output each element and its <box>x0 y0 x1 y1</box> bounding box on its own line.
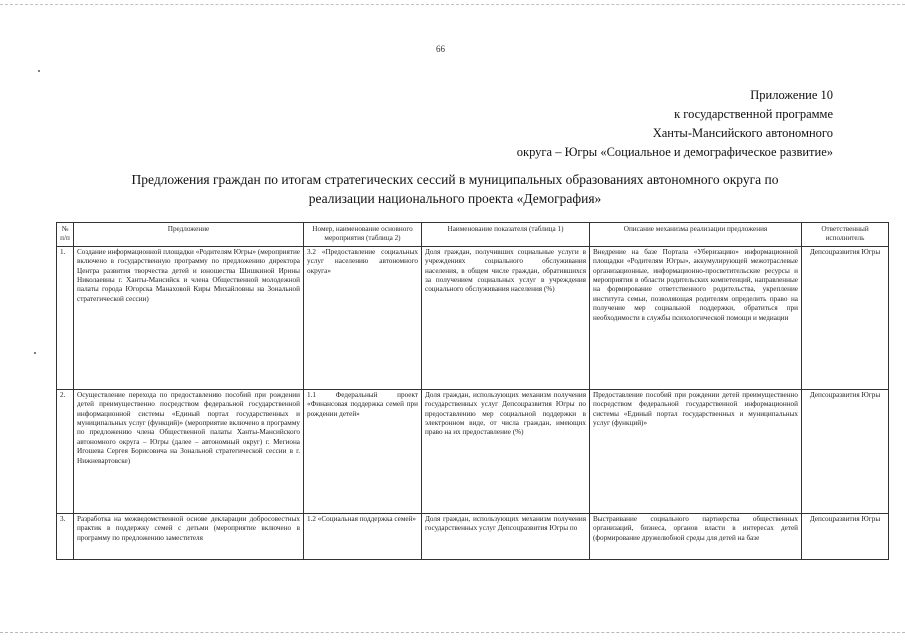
appendix-line: округа – Югры «Социальное и демографическое развитие» <box>516 145 833 159</box>
row-indicator: Доля граждан, получивших социальные услуги в учреждениях социального обслуживания населения, в общем числе граждан, обратившихся за получением социальных услуг в учреждения социального обслуживания населения (%) <box>422 246 590 389</box>
header-mechanism: Описание механизма реализации предложения <box>590 223 802 247</box>
row-event: 1.1 Федеральный проект «Финансовая поддержка семей при рождении детей» <box>304 389 422 513</box>
row-event: 1.2 «Социальная поддержка семей» <box>304 513 422 559</box>
document-title-line: реализации национального проекта «Демография» <box>308 191 602 206</box>
appendix-line: Приложение 10 <box>750 88 833 102</box>
row-event: 3.2 «Предоставление социальных услуг населению автономного округа» <box>304 246 422 389</box>
table-row <box>57 246 889 389</box>
table-header-row <box>57 223 889 247</box>
header-event: Номер, наименование основного мероприятия (таблица 2) <box>304 223 422 247</box>
row-num: 2. <box>57 389 74 513</box>
table-row <box>57 513 889 559</box>
row-num: 3. <box>57 513 74 559</box>
row-proposal: Разработка на межведомственной основе декларации добросовестных практик в поддержку семей с детьми (мероприятие включено в программу по предложению заместителя <box>74 513 304 559</box>
table-row <box>57 389 889 513</box>
page-number: 66 <box>436 44 445 54</box>
row-executor: Депсоцразвития Югры <box>802 246 889 389</box>
appendix-line: Ханты-Мансийского автономного <box>652 126 833 140</box>
row-executor: Депсоцразвития Югры <box>802 513 889 559</box>
header-executor: Ответственный исполнитель <box>802 223 889 247</box>
header-indicator: Наименование показателя (таблица 1) <box>422 223 590 247</box>
document-title-line: Предложения граждан по итогам стратегических сессий в муниципальных образованиях автономного округа по <box>131 172 779 187</box>
row-mechanism: Выстраивание социального партнерства общественных организаций, бизнеса, органов власти в интересах детей (формирование дружелюбной среды для детей на базе <box>590 513 802 559</box>
appendix-heading <box>517 86 833 162</box>
row-mechanism: Внедрение на базе Портала «Уберизацию» информационной площадки «Родителям Югры», аккумулирующей межотраслевые организационные, информационно-просветительские ресурсы и мероприятия в области родительских компетенций, направленные на формирование ответственного родительства, укрепление института семьи, позволяющая родителям определить право на получение мер социальной поддержки, обратиться при необходимости в службы психологической помощи и медиации <box>590 246 802 389</box>
table-viewport <box>56 222 890 566</box>
row-proposal: Осуществление перехода по предоставлению пособий при рождении детей преимущественно посредством федеральной государственной информационной системы «Единый портал государственных и муниципальных услуг (функций)» (мероприятие включено в программу по предложению члена Общественной палаты Ханты-Мансийского автономного округа – Югры (далее – автономный округ) г. Мегиона Игошева Сергея Борисовича на Зональной стратегической сессии в г. Нижневартовске) <box>74 389 304 513</box>
row-num: 1. <box>57 246 74 389</box>
row-executor: Депсоцразвития Югры <box>802 389 889 513</box>
document-title <box>60 170 850 208</box>
row-mechanism: Предоставление пособий при рождении детей преимущественно посредством федеральной государственной информационной системы «Единый портал государственных и муниципальных услуг (функций)» <box>590 389 802 513</box>
proposals-table <box>56 222 889 560</box>
row-proposal: Создание информационной площадки «Родителям Югры» (мероприятие включено в государственную программу по предложению директора Центра развития творчества детей и юношества Шишкиной Ирины Николаевны г. Ханты-Мансийск и члена Общественной молодежной палаты города Югорска Манаховой Киры Михайловны на Зональной стратегической сессии) <box>74 246 304 389</box>
header-proposal: Предложение <box>74 223 304 247</box>
row-indicator: Доля граждан, использующих механизм получения государственных услуг Депсоцразвития Югры по предоставлению мер социальной поддержки в электронном виде, от числа граждан, имеющих право на их предоставление (%) <box>422 389 590 513</box>
appendix-line: к государственной программе <box>674 107 833 121</box>
scan-artifact-top <box>0 4 905 6</box>
scan-speck <box>34 352 36 354</box>
scan-artifact-bottom <box>0 632 905 634</box>
row-indicator: Доля граждан, использующих механизм получения государственных услуг Депсоцразвития Югры по <box>422 513 590 559</box>
scan-speck <box>38 70 40 72</box>
header-num: № п/п <box>57 223 74 247</box>
